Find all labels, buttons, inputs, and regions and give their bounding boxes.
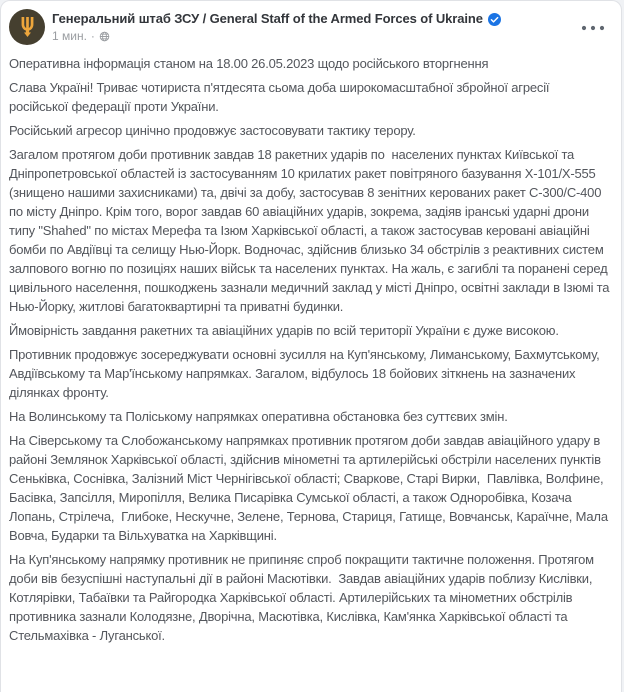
page-name-link[interactable]: Генеральний штаб ЗСУ / General Staff of the Armed Forces of Ukraine <box>52 11 483 26</box>
post-paragraph: Оперативна інформація станом на 18.00 26.05.2023 щодо російського вторгнення <box>9 56 489 71</box>
post-paragraph: Слава Україні! Триває чотириста п'ятдесята сьома доба широкомасштабної збройної агресії російської федерації проти України. <box>9 80 553 114</box>
post-options-button[interactable] <box>575 21 611 35</box>
post-header <box>1 1 621 48</box>
ellipsis-icon <box>581 25 605 31</box>
post-paragraph: Противник продовжує зосереджувати основні зусилля на Куп'янському, Лиманському, Бахмутському, Авдіївському та Мар'їнському напрямках. Загалом, відбулось 18 бойових зіткнень на зазначених ділянках фронту. <box>9 347 604 400</box>
post-paragraph: На Куп'янському напрямку противник не припиняє спроб покращити тактичне положення. Протягом доби вів безуспішні наступальні дії в районі Масютівки. Завдав авіаційних ударів поблизу Кислівки, Котлярівки, Табаївки та Райгородка Харківської області. Артилерійських та мінометних обстрілів противника зазнали Колодязне, Дворічна, Масютівка, Кислівка, Кам'янка Харківської області та Стельмахівка - Луганської. <box>9 552 598 643</box>
post-text <box>1 48 621 645</box>
meta-separator: · <box>90 29 95 43</box>
trident-emblem-icon <box>20 17 35 37</box>
post-paragraph: Ймовірність завдання ракетних та авіаційних ударів по всій території України є дуже високою. <box>9 323 559 338</box>
post-header-info <box>52 9 575 43</box>
page-name-row <box>52 11 575 26</box>
post-timestamp[interactable]: 1 мин. <box>52 29 87 43</box>
post-meta-row <box>52 29 575 43</box>
verified-badge-icon <box>488 13 501 26</box>
post-paragraph: На Сіверському та Слобожанському напрямках противник протягом доби завдав авіаційного удару в районі Землянок Харківської області, здійснив мінометні та артилерійські обстріли населених пунктів Сеньківка, Соснівка, Залізний Міст Чернігівської області; Сваркове, Старі Вирки, Павлівка, Волфине, Басівка, Запсілля, Миропілля, Велика Писарівка Сумської області, а також Одноробівка, Козача Лопань, Стрілеча, Глибоке, Нескучне, Зелене, Тернова, Стариця, Гатище, Вовчанськ, Караїчне, Мала Вовча, Бударки та Вільхуватка на Харківщині. <box>9 433 612 543</box>
audience-globe-icon <box>99 31 110 42</box>
post-paragraph: На Волинському та Поліському напрямках оперативна обстановка без суттєвих змін. <box>9 409 508 424</box>
post-paragraph: Загалом протягом доби противник завдав 18 ракетних ударів по населених пунктах Київської та Дніпропетровської областей із застосуванням 10 крилатих ракет повітряного базування Х-101/Х-555 (знищено нашими захисниками) та, двічі за добу, застосував 8 зенітних керованих ракет С-300/С-400 по місту Дніпро. Крім того, ворог завдав 60 авіаційних ударів, зокрема, задіяв іранські ударні дрони типу "Shahed" по містах Мерефа та Ізюм Харківської області, а також застосував керовані авіаційні бомби по Авдіївці та селищу Нью-Йорк. Водночас, здійснив близько 34 обстрілів з реактивних систем залпового вогню по позиціях наших військ та населених пунктах. На жаль, є загиблі та поранені серед цивільного населення, пошкоджень зазнали медичний заклад у місті Дніпро, освітні заклади в Ізюмі та Нью-Йорку, житлові багатоквартирні та приватні будинки. <box>9 147 613 314</box>
page-avatar[interactable] <box>9 9 45 45</box>
post-paragraph: Російський агресор цинічно продовжує застосовувати тактику терору. <box>9 123 416 138</box>
